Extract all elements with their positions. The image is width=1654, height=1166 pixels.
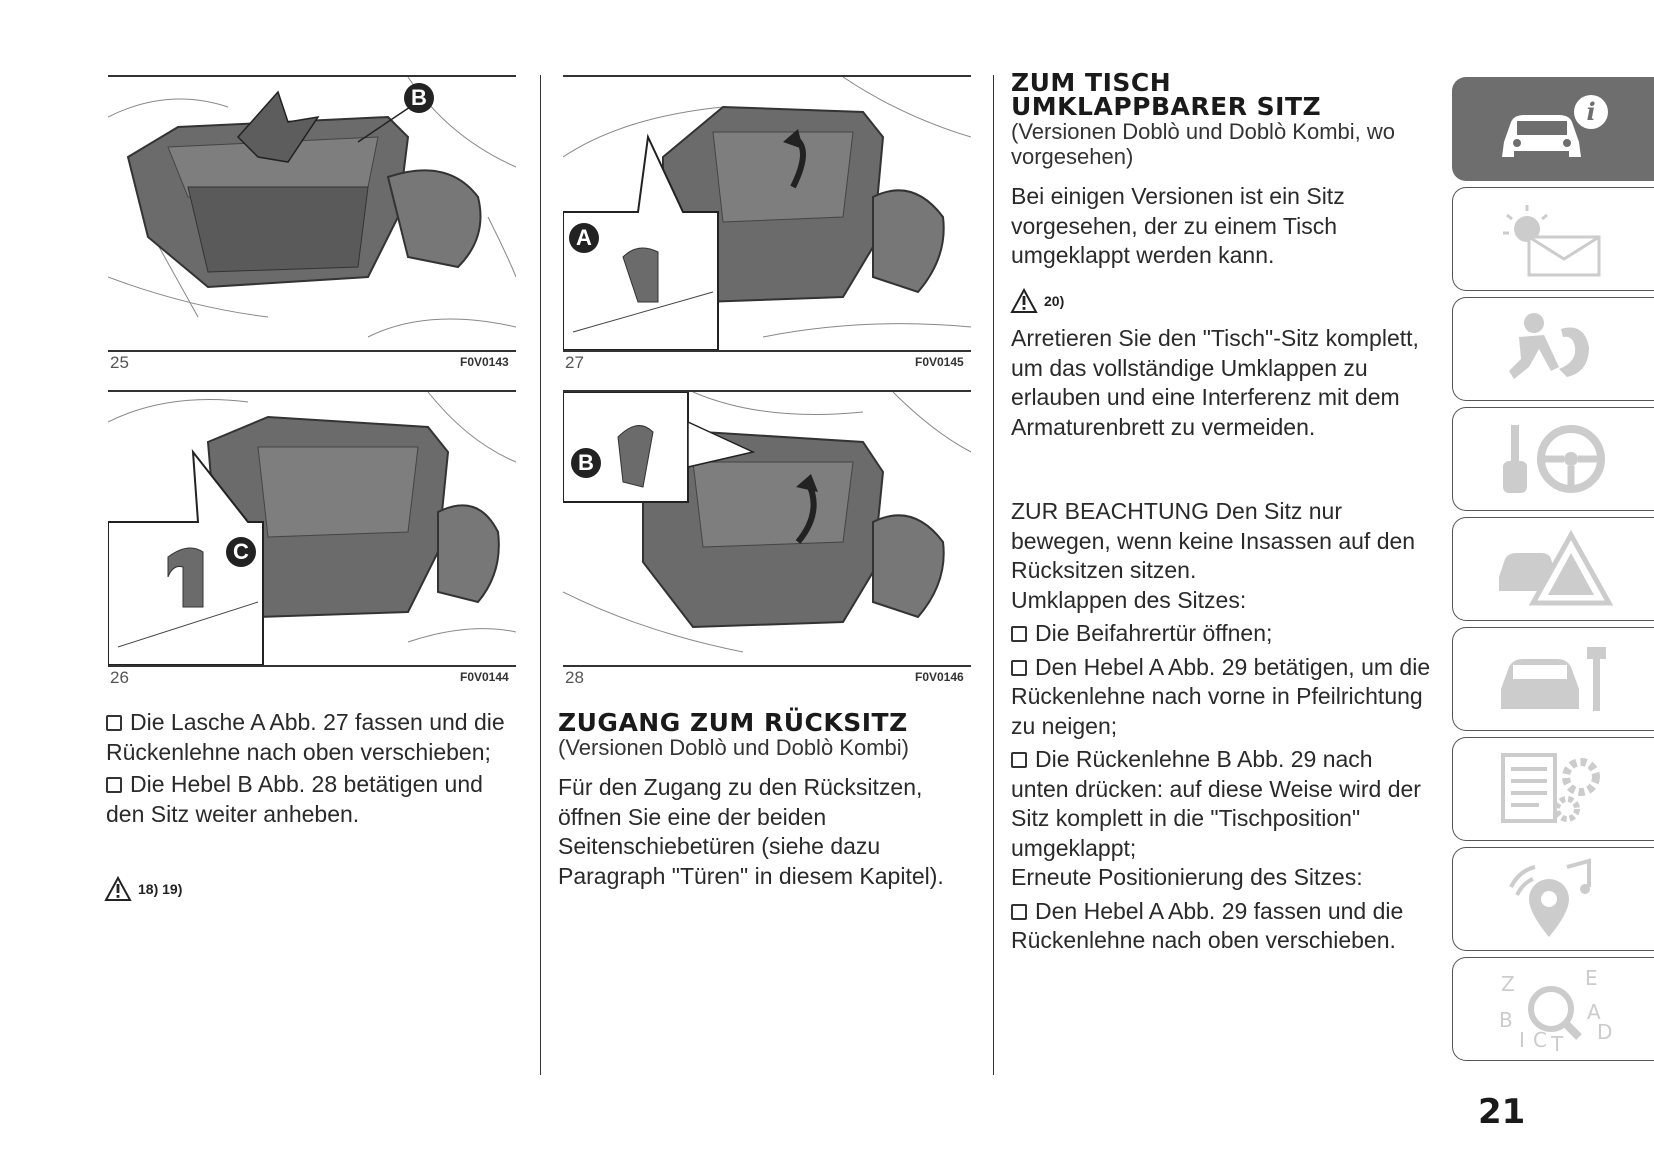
bullet-item: Die Rückenlehne B Abb. 29 nach unten drücken: auf diese Weise wird der Sitz komplett in die "Tischposition" umgeklappt; [1011, 746, 1421, 861]
maintenance-icon [1489, 637, 1619, 721]
index-letter: I [1518, 1028, 1525, 1051]
section-subheading-tisch: (Versionen Doblò und Doblò Kombi, wo vorgesehen) [1011, 119, 1396, 169]
tab-specifications[interactable] [1452, 737, 1654, 841]
figure-25-code: F0V0143 [460, 355, 509, 369]
tab-maintenance[interactable] [1452, 627, 1654, 731]
emergency-icon [1489, 527, 1619, 611]
bullet-item: Den Hebel A Abb. 29 betätigen, um die Rückenlehne nach vorne in Pfeilrichtung zu neigen; [1011, 653, 1431, 739]
index-letter: Z [1500, 972, 1515, 996]
multimedia-icon [1489, 857, 1619, 941]
figure-28-number: 28 [565, 668, 584, 687]
checkbox-bullet-icon [106, 715, 122, 731]
index-letter: C [1532, 1028, 1547, 1051]
note-text: ZUR BEACHTUNG Den Sitz nur bewegen, wenn keine Insassen auf den Rücksitzen sitzen. [1011, 498, 1416, 583]
column-divider-1 [540, 75, 541, 1075]
figure-26 [108, 390, 516, 667]
section-heading-zugang: ZUGANG ZUM RÜCKSITZ [558, 708, 908, 737]
tab-warning-lights[interactable] [1452, 187, 1654, 291]
callout-c: C [226, 537, 256, 567]
key-steering-icon [1489, 417, 1619, 501]
warning-lights-icon [1489, 197, 1619, 281]
figure-28-illustration [563, 392, 971, 665]
column3-main [1011, 497, 1431, 956]
svg-text:i: i [1585, 97, 1596, 126]
tab-index[interactable] [1452, 957, 1654, 1061]
warning-reference: 18) 19) [104, 876, 182, 902]
checkbox-bullet-icon [1011, 904, 1027, 920]
car-info-icon [1489, 87, 1619, 171]
section-heading-tisch: ZUM TISCH UMKLAPPBARER SITZ [1011, 68, 1322, 121]
figure-26-code: F0V0144 [460, 670, 509, 684]
index-letter: E [1584, 967, 1598, 990]
index-letter: T [1550, 1032, 1563, 1051]
figure-27-code: F0V0145 [915, 355, 964, 369]
callout-a: A [569, 223, 599, 253]
reposition-title: Erneute Positionierung des Sitzes: [1011, 864, 1363, 890]
specifications-icon [1489, 747, 1619, 831]
bullet-item: Den Hebel A Abb. 29 fassen und die Rückenlehne nach oben verschieben. [1011, 897, 1404, 953]
column1-text [106, 708, 526, 829]
page-number: 21 [1478, 1092, 1526, 1132]
index-letter: B [1498, 1008, 1513, 1032]
tab-key-steering[interactable] [1452, 407, 1654, 511]
tab-safety[interactable] [1452, 297, 1654, 401]
figure-27-illustration [563, 77, 971, 350]
tab-multimedia[interactable] [1452, 847, 1654, 951]
figure-26-number: 26 [110, 668, 129, 687]
callout-b: B [404, 83, 434, 113]
figure-27-number: 27 [565, 353, 584, 372]
index-letter: A [1586, 1000, 1601, 1024]
checkbox-bullet-icon [1011, 626, 1027, 642]
bullet-item: Die Lasche A Abb. 27 fassen und die Rückenlehne nach oben verschieben; [106, 709, 505, 765]
column2-paragraph: Für den Zugang zu den Rücksitzen, öffnen Sie eine der beiden Seitenschiebetüren (siehe dazu Paragraph "Türen" in diesem Kapitel). [558, 774, 944, 889]
callout-b-28: B [571, 448, 601, 478]
column-divider-2 [993, 75, 994, 1075]
tab-emergency[interactable] [1452, 517, 1654, 621]
column3-para1: Arretieren Sie den "Tisch"-Sitz komplett, um das vollständige Umklappen zu erlauben und eine Interferenz mit dem Armaturenbrett zu vermeiden. [1011, 325, 1419, 440]
warning-triangle-icon [104, 876, 132, 902]
figure-27 [563, 75, 971, 352]
tab-car-info[interactable] [1452, 77, 1654, 181]
figure-25-number: 25 [110, 353, 129, 372]
figure-25 [108, 75, 516, 352]
figure-26-illustration [108, 392, 516, 665]
fold-title: Umklappen des Sitzes: [1011, 586, 1247, 613]
checkbox-bullet-icon [1011, 752, 1027, 768]
figure-28 [563, 390, 971, 667]
section-subheading-zugang: (Versionen Doblò und Doblò Kombi) [558, 735, 909, 760]
checkbox-bullet-icon [106, 777, 122, 793]
warning-reference-20: 20) [1010, 288, 1064, 314]
figure-28-code: F0V0146 [915, 670, 964, 684]
figure-25-illustration [108, 77, 516, 350]
safety-icon [1489, 307, 1619, 391]
column3-intro: Bei einigen Versionen ist ein Sitz vorgesehen, der zu einem Tisch umgeklappt werden kann. [1011, 183, 1345, 268]
index-letter: D [1596, 1020, 1612, 1044]
bullet-item: Die Beifahrertür öffnen; [1011, 619, 1431, 649]
warning-triangle-icon [1010, 288, 1038, 314]
checkbox-bullet-icon [1011, 660, 1027, 676]
bullet-item: Die Hebel B Abb. 28 betätigen und den Sitz weiter anheben. [106, 771, 483, 827]
index-icon [1489, 967, 1619, 1051]
